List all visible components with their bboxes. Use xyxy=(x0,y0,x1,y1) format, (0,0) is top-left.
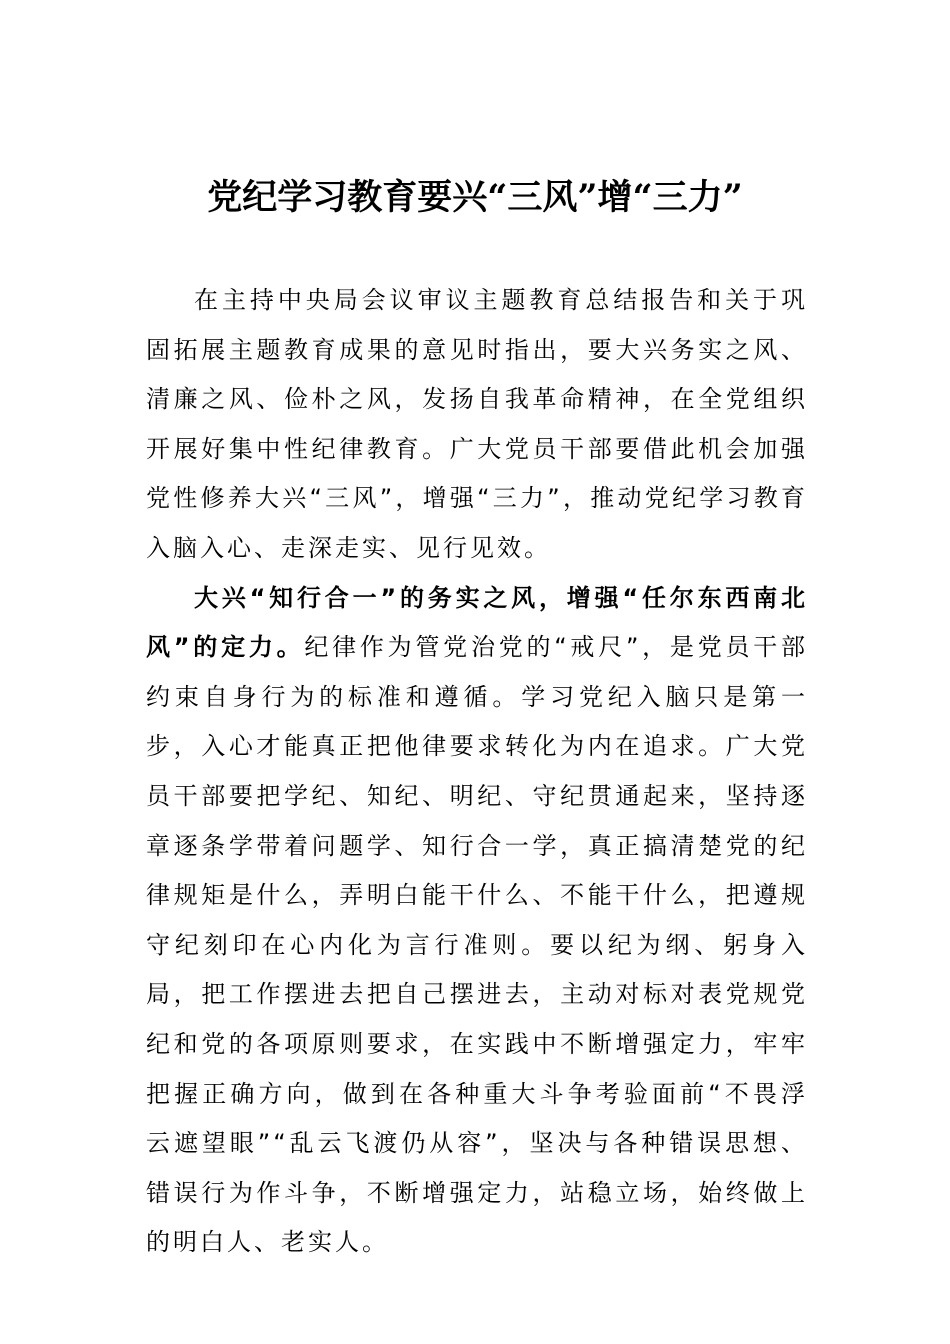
paragraph-text: 纪律作为管党治党的“戒尺”，是党员干部约束自身行为的标准和遵循。学习党纪入脑只是第一步，入心才能真正把他律要求转化为内在追求。广大党员干部要把学纪、知纪、明纪、守纪贯通起来，坚持逐章逐条学带着问题学、知行合一学，真正搞清楚党的纪律规矩是什么，弄明白能干什么、不能干什么，把遵规守纪刻印在心内化为言行准则。要以纪为纲、躬身入局，把工作摆进去把自己摆进去，主动对标对表党规党纪和党的各项原则要求，在实践中不断增强定力，牢牢把握正确方向，做到在各种重大斗争考验面前“不畏浮云遮望眼”“乱云飞渡仍从容”，坚决与各种错误思想、错误行为作斗争，不断增强定力，站稳立场，始终做上的明白人、老实人。 xyxy=(146,633,808,1257)
paragraph-section-1 xyxy=(146,574,808,1268)
paragraph-text: 在主持中央局会议审议主题教育总结报告和关于巩固拓展主题教育成果的意见时指出，要大兴务实之风、清廉之风、俭朴之风，发扬自我革命精神，在全党组织开展好集中性纪律教育。广大党员干部要借此机会加强党性修养大兴“三风”，增强“三力”，推动党纪学习教育入脑入心、走深走实、见行见效。 xyxy=(146,286,808,562)
document-body xyxy=(146,276,808,1268)
document-title: 党纪学习教育要兴“三风”增“三力” xyxy=(207,177,743,218)
paragraph-intro xyxy=(146,276,808,574)
paragraph-lead: 大兴“知行合一”的务实之风，增强“任尔东西南北风”的定力。 xyxy=(146,583,808,662)
